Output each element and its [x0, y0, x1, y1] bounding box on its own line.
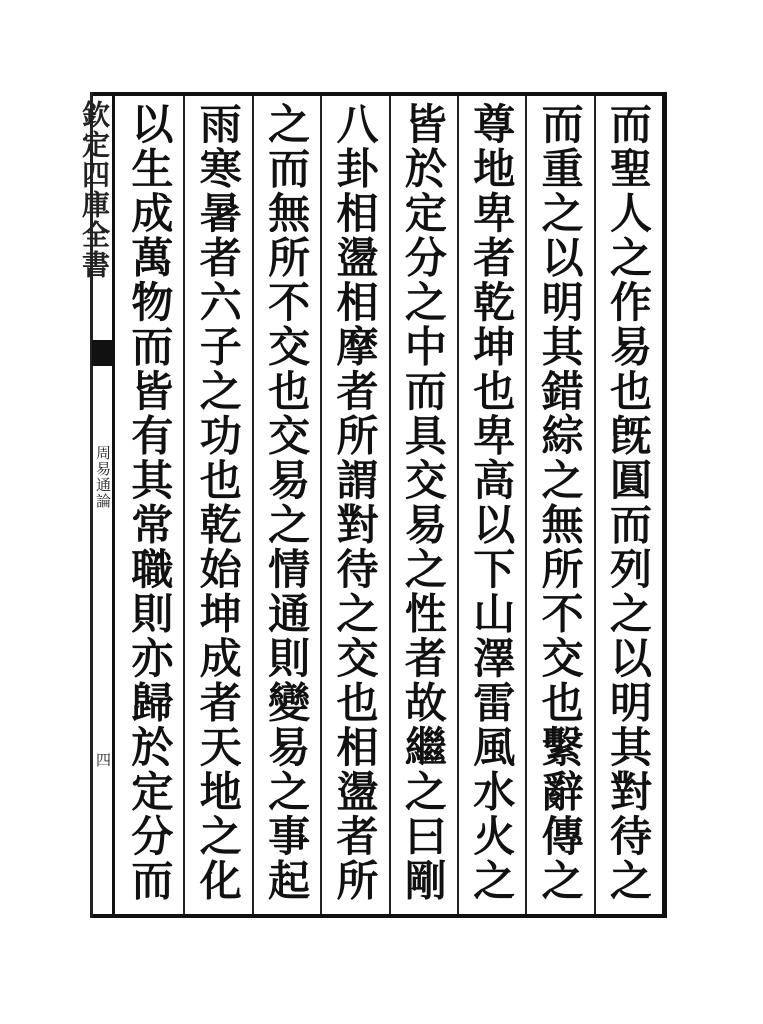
fish-tail-mark	[92, 340, 114, 366]
margin-page-number: 四	[94, 752, 112, 767]
text-column-5: 八卦相盪相摩者所謂對待之交也相盪者所	[320, 96, 388, 914]
text-column-7: 雨寒暑者六子之功也乾始坤成者天地之化	[183, 96, 251, 914]
margin-collection-title: 欽定四庫全書	[78, 100, 111, 280]
text-columns	[115, 96, 662, 914]
text-column-8: 以生成萬物而皆有其常職則亦歸於定分而	[125, 102, 175, 903]
text-column-4: 皆於定分之中而具交易之性者故繼之曰剛	[389, 96, 457, 914]
text-column-2: 而重之以明其錯綜之無所不交也繫辭傳之	[525, 96, 593, 914]
text-column-1: 而聖人之作易也旣圓而列之以明其對待之	[594, 96, 662, 914]
margin-book-title: 周易通論	[94, 445, 112, 509]
text-column-3: 尊地卑者乾坤也卑高以下山澤雷風水火之	[457, 96, 525, 914]
text-column-6: 之而無所不交也交易之情通則變易之事起	[252, 96, 320, 914]
